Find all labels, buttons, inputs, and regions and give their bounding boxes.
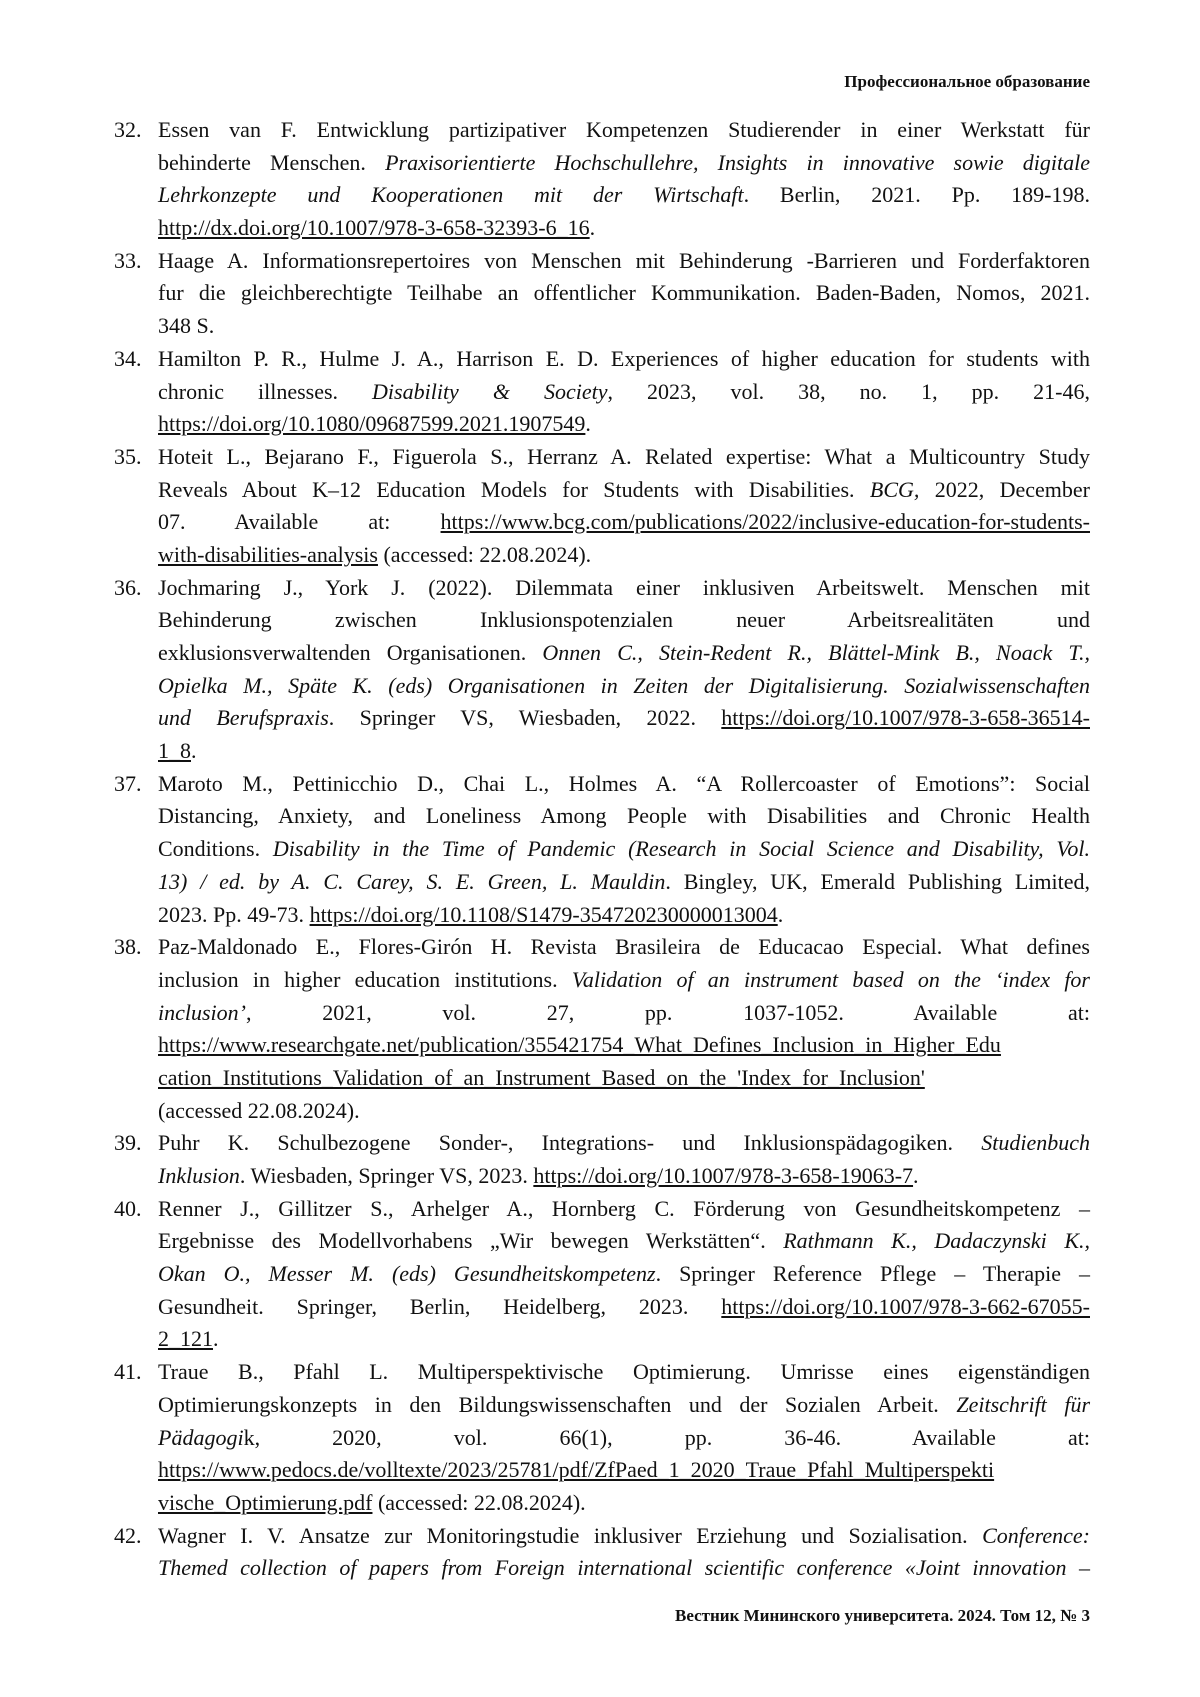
reference-item <box>0 114 1090 245</box>
reference-text: . <box>778 902 784 927</box>
italic-title: Disability in the Time of Pandemic (Research in Social Science and Disability, Vol. <box>273 836 1090 861</box>
italic-title: Opielka M., Späte K. (eds) Organisationen in Zeiten der Digitalisierung. Sozialwissenschaften <box>158 673 1090 698</box>
reference-line <box>158 1487 1090 1520</box>
reference-text: inclusion in higher education institutions. <box>158 967 572 992</box>
reference-line <box>158 1029 1090 1062</box>
reference-link[interactable]: https://www.researchgate.net/publication/355421754_What_Defines_Inclusion_in_Higher_Edu <box>158 1032 1001 1057</box>
reference-line <box>158 539 1090 572</box>
reference-line <box>158 1225 1090 1258</box>
reference-item <box>0 343 1090 441</box>
reference-text: 07. Available at: <box>158 509 441 534</box>
reference-number: 32. <box>114 114 142 147</box>
running-header: Профессиональное образование <box>844 72 1090 92</box>
reference-link[interactable]: https://doi.org/10.1007/978-3-658-19063-7 <box>533 1163 913 1188</box>
reference-text: chronic illnesses. <box>158 379 372 404</box>
reference-item <box>0 245 1090 343</box>
reference-link[interactable]: https://doi.org/10.1007/978-3-658-36514- <box>721 705 1090 730</box>
reference-text: Wagner I. V. Ansatze zur Monitoringstudie inklusiver Erziehung und Sozialisation. <box>158 1523 982 1548</box>
reference-text: Haage A. Informationsrepertoires von Menschen mit Behinderung -Barrieren und Forderfaktoren <box>158 248 1090 273</box>
reference-line <box>158 277 1090 310</box>
reference-line <box>158 147 1090 180</box>
reference-text: Maroto M., Pettinicchio D., Chai L., Holmes A. “A Rollercoaster of Emotions”: Social <box>158 771 1090 796</box>
reference-line <box>158 1095 1090 1128</box>
reference-number: 37. <box>114 768 142 801</box>
reference-line <box>158 1520 1090 1553</box>
reference-line <box>158 441 1090 474</box>
reference-text: 348 S. <box>158 313 214 338</box>
italic-title: BCG, <box>870 477 920 502</box>
reference-item <box>0 931 1090 1127</box>
reference-number: 38. <box>114 931 142 964</box>
reference-line <box>158 1127 1090 1160</box>
reference-line <box>158 768 1090 801</box>
reference-link[interactable]: https://doi.org/10.1007/978-3-662-67055- <box>721 1294 1090 1319</box>
reference-link[interactable]: 2_121 <box>158 1326 213 1351</box>
reference-line <box>158 964 1090 997</box>
reference-line <box>158 376 1090 409</box>
reference-text: fur die gleichberechtigte Teilhabe an offentlicher Kommunikation. Baden-Baden, Nomos, 2021. <box>158 280 1090 305</box>
reference-line <box>158 572 1090 605</box>
reference-link[interactable]: 1_8 <box>158 738 191 763</box>
running-footer: Вестник Мининского университета. 2024. Том 12, № 3 <box>675 1606 1090 1626</box>
reference-item <box>0 1127 1090 1192</box>
reference-line <box>158 899 1090 932</box>
reference-item <box>0 1193 1090 1356</box>
reference-text: 2023. Pp. 49-73. <box>158 902 310 927</box>
reference-line <box>158 245 1090 278</box>
reference-text: k, 2020, vol. 66(1), pp. 36-46. Available at: <box>244 1425 1090 1450</box>
italic-title: Studienbuch <box>981 1130 1090 1155</box>
reference-link[interactable]: https://www.pedocs.de/volltexte/2023/25781/pdf/ZfPaed_1_2020_Traue_Pfahl_Multiperspekti <box>158 1457 994 1482</box>
italic-title: Zeitschrift für <box>956 1392 1090 1417</box>
italic-title: Disability & Society <box>372 379 607 404</box>
reference-text: . <box>913 1163 919 1188</box>
reference-text: Optimierungskonzepts in den Bildungswissenschaften und der Sozialen Arbeit. <box>158 1392 956 1417</box>
reference-line <box>158 735 1090 768</box>
reference-text: Hamilton P. R., Hulme J. A., Harrison E. D. Experiences of higher education for students with <box>158 346 1090 371</box>
reference-text: . Bingley, UK, Emerald Publishing Limited, <box>665 869 1090 894</box>
reference-line <box>158 310 1090 343</box>
reference-text: Traue B., Pfahl L. Multiperspektivische Optimierung. Umrisse eines eigenständigen <box>158 1359 1090 1384</box>
reference-text: Hoteit L., Bejarano F., Figuerola S., Herranz A. Related expertise: What a Multicountry Study <box>158 444 1090 469</box>
reference-number: 36. <box>114 572 142 605</box>
reference-link[interactable]: with-disabilities-analysis <box>158 542 378 567</box>
reference-number: 41. <box>114 1356 142 1389</box>
reference-text: Ergebnisse des Modellvorhabens „Wir bewegen Werkstätten“. <box>158 1228 783 1253</box>
reference-text: Reveals About K–12 Education Models for Students with Disabilities. <box>158 477 870 502</box>
italic-title: Themed collection of papers from Foreign international scientific conference «Joint innovation – <box>158 1555 1090 1580</box>
reference-text: Essen van F. Entwicklung partizipativer Kompetenzen Studierender in einer Werkstatt für <box>158 117 1090 142</box>
reference-text: Jochmaring J., York J. (2022). Dilemmata einer inklusiven Arbeitswelt. Menschen mit <box>158 575 1090 600</box>
reference-item <box>0 572 1090 768</box>
italic-title: Lehrkonzepte und Kooperationen mit der Wirtschaft <box>158 182 744 207</box>
reference-number: 35. <box>114 441 142 474</box>
reference-text: . Springer Reference Pflege – Therapie – <box>656 1261 1090 1286</box>
reference-text: behinderte Menschen. <box>158 150 385 175</box>
italic-title: Praxisorientierte Hochschullehre, Insights in innovative sowie digitale <box>385 150 1090 175</box>
reference-text: (accessed: 22.08.2024). <box>372 1490 585 1515</box>
reference-line <box>158 408 1090 441</box>
reference-text: (accessed: 22.08.2024). <box>378 542 591 567</box>
reference-line <box>158 1389 1090 1422</box>
reference-line <box>158 800 1090 833</box>
italic-title: Conference: <box>982 1523 1090 1548</box>
reference-text: . <box>585 411 591 436</box>
reference-line <box>158 604 1090 637</box>
reference-text: 2022, December <box>919 477 1090 502</box>
reference-line <box>158 866 1090 899</box>
reference-text: . <box>213 1326 219 1351</box>
reference-item <box>0 1356 1090 1519</box>
reference-number: 33. <box>114 245 142 278</box>
reference-text: , 2023, vol. 38, no. 1, pp. 21-46, <box>607 379 1090 404</box>
reference-line <box>158 1062 1090 1095</box>
reference-text: Renner J., Gillitzer S., Arhelger A., Hornberg C. Förderung von Gesundheitskompetenz – <box>158 1196 1090 1221</box>
reference-text: Gesundheit. Springer, Berlin, Heidelberg, 2023. <box>158 1294 721 1319</box>
reference-text: Conditions. <box>158 836 273 861</box>
reference-text: Distancing, Anxiety, and Loneliness Among People with Disabilities and Chronic Health <box>158 803 1090 828</box>
reference-line <box>158 1258 1090 1291</box>
italic-title: inclusion’ <box>158 1000 246 1025</box>
reference-line <box>158 1422 1090 1455</box>
reference-link[interactable]: https://www.bcg.com/publications/2022/inclusive-education-for-students- <box>441 509 1090 534</box>
reference-line <box>158 179 1090 212</box>
reference-line <box>158 637 1090 670</box>
reference-text: . Wiesbaden, Springer VS, 2023. <box>240 1163 533 1188</box>
italic-title: Rathmann K., Dadaczynski K., <box>783 1228 1090 1253</box>
reference-line <box>158 343 1090 376</box>
italic-title: und Berufspraxis <box>158 705 329 730</box>
italic-title: Pädagogi <box>158 1425 244 1450</box>
reference-link[interactable]: https://doi.org/10.1080/09687599.2021.1907549 <box>158 411 585 436</box>
reference-line <box>158 1356 1090 1389</box>
reference-line <box>158 702 1090 735</box>
italic-title: Validation of an instrument based on the ‘index for <box>572 967 1090 992</box>
reference-line <box>158 474 1090 507</box>
reference-text: . <box>590 215 596 240</box>
reference-item <box>0 441 1090 572</box>
reference-line <box>158 1552 1090 1585</box>
reference-text: exklusionsverwaltenden Organisationen. <box>158 640 542 665</box>
reference-text: . <box>191 738 197 763</box>
reference-text: . Springer VS, Wiesbaden, 2022. <box>329 705 722 730</box>
reference-line <box>158 997 1090 1030</box>
reference-text: Paz-Maldonado E., Flores-Girón H. Revista Brasileira de Educacao Especial. What defines <box>158 934 1090 959</box>
italic-title: Okan O., Messer M. (eds) Gesundheitskompetenz <box>158 1261 656 1286</box>
italic-title: Inklusion <box>158 1163 240 1188</box>
reference-item <box>0 1520 1090 1585</box>
reference-line <box>158 1323 1090 1356</box>
reference-list <box>0 114 1200 1585</box>
reference-line <box>158 212 1090 245</box>
reference-number: 39. <box>114 1127 142 1160</box>
reference-link[interactable]: vische_Optimierung.pdf <box>158 1490 372 1515</box>
reference-text: (accessed 22.08.2024). <box>158 1098 360 1123</box>
reference-line <box>158 114 1090 147</box>
reference-item <box>0 768 1090 931</box>
reference-link[interactable]: https://doi.org/10.1108/S1479-354720230000013004 <box>310 902 778 927</box>
reference-text: , 2021, vol. 27, pp. 1037-1052. Available at: <box>246 1000 1090 1025</box>
reference-line <box>158 1291 1090 1324</box>
reference-number: 42. <box>114 1520 142 1553</box>
italic-title: 13) / ed. by A. C. Carey, S. E. Green, L. Mauldin <box>158 869 665 894</box>
reference-text: Puhr K. Schulbezogene Sonder-, Integrations- und Inklusionspädagogiken. <box>158 1130 981 1155</box>
reference-number: 34. <box>114 343 142 376</box>
reference-link[interactable]: http://dx.doi.org/10.1007/978-3-658-32393-6_16 <box>158 215 590 240</box>
reference-line <box>158 833 1090 866</box>
reference-line <box>158 506 1090 539</box>
reference-text: Behinderung zwischen Inklusionspotenzialen neuer Arbeitsrealitäten und <box>158 607 1090 632</box>
reference-line <box>158 1160 1090 1193</box>
reference-text: . Berlin, 2021. Pp. 189-198. <box>744 182 1090 207</box>
reference-number: 40. <box>114 1193 142 1226</box>
italic-title: Onnen C., Stein-Redent R., Blättel-Mink B., Noack T., <box>542 640 1090 665</box>
reference-line <box>158 1454 1090 1487</box>
reference-line <box>158 931 1090 964</box>
reference-line <box>158 1193 1090 1226</box>
reference-line <box>158 670 1090 703</box>
reference-link[interactable]: cation_Institutions_Validation_of_an_Instrument_Based_on_the_'Index_for_Inclusion' <box>158 1065 925 1090</box>
